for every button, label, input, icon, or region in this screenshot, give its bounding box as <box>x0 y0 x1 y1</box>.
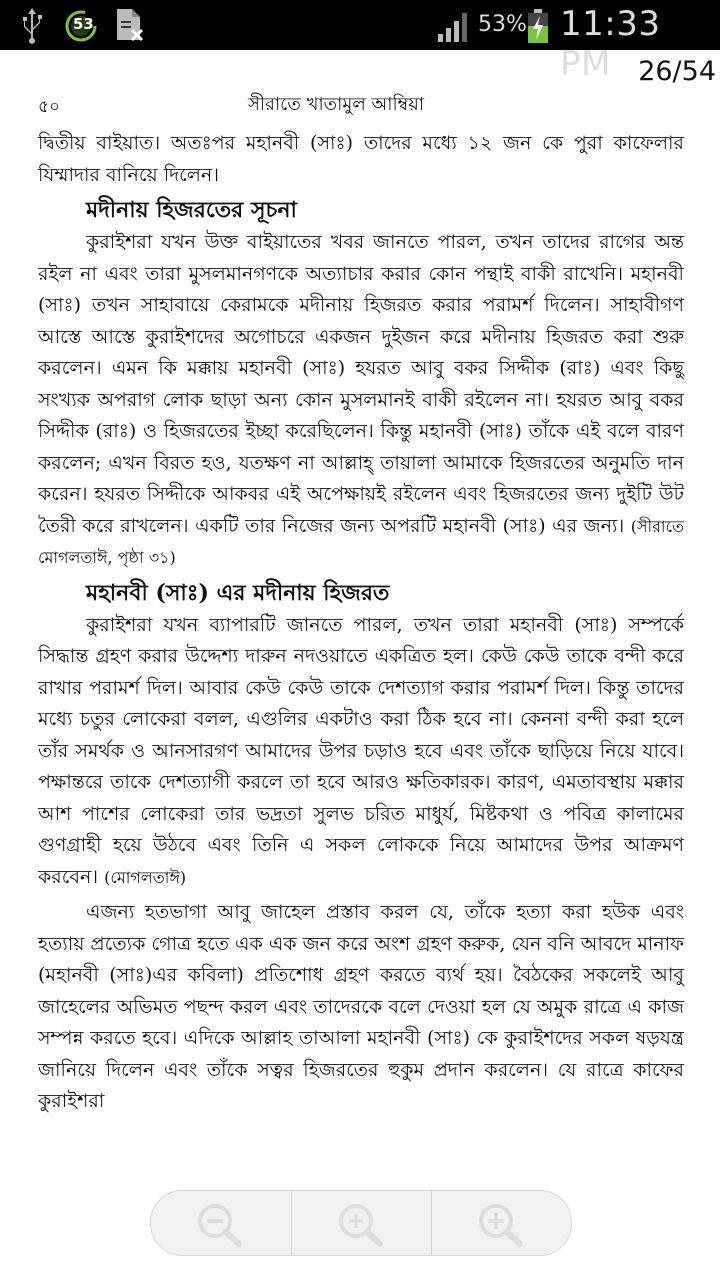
book-content <box>38 128 684 1118</box>
running-title: সীরাতে খাতামুল আম্বিয়া <box>248 94 425 115</box>
paragraph <box>38 227 684 574</box>
paragraph: এজন্য হতভাগা আবু জাহেল প্রস্তাব করল যে, তাঁকে হত্যা করা হউক এবং হত্যায় প্রত্যেক গোত্র হতে এক এক জন করে অংশ গ্রহণ করুক, যেন বনি আবদে মানাফ (মহানবী (সাঃ)এর কবিলা) প্রতিশোধ গ্রহণ করতে ব্যর্থ হয়। বৈঠকের সকলেই আবু জাহেলের অভিমত পছন্দ করল এবং তাদেরকে বলে দেওয়া হল যে অমুক রাত্রে এ কাজ সম্পন্ন করতে হবে। এদিকে আল্লাহ তাআলা মহানবী (সাঃ) কে কুরাইশদের সকল ষড়যন্ত্র জানিয়ে দিলেন এবং তাঁকে সত্বর হিজরতের হুকুম প্রদান করলেন। যে রাত্রে কাফের কুরাইশরা <box>38 901 684 1112</box>
book-page-number: ৫০ <box>38 97 61 117</box>
page-indicator: 26/54 <box>638 56 716 87</box>
file-icon <box>114 6 146 44</box>
zoom-out-icon <box>195 1201 247 1247</box>
signal-icon <box>436 10 472 42</box>
zoom-in-button[interactable] <box>431 1191 572 1255</box>
zoom-out-button[interactable] <box>151 1191 291 1255</box>
notification-badge-count: 53 <box>73 15 94 33</box>
paragraph <box>38 610 684 894</box>
zoom-reset-button[interactable] <box>291 1191 432 1255</box>
paragraph-text: কুরাইশরা যখন উক্ত বাইয়াতের খবর জানতে পারল, তখন তাদের রাগের অন্ত রইল না এবং তারা মুসলমানগণকে অত্যাচার করার কোন পন্থাই বাকী রাখেনি। মহানবী (সাঃ) তখন সাহাবায়ে কেরামকে মদীনায় হিজরত করার পরামর্শ দিলেন। সাহাবীগণ আস্তে আস্তে কুরাইশদের অগোচরে একজন দুইজন করে মদীনায় হিজরত করা শুরু করলেন। এমন কি মক্কায় মহানবী (সাঃ) হযরত আবু বকর সিদ্দীক (রাঃ) এবং কিছু সংখ্যক অপরাগ লোক ছাড়া অন্য কোন মুসলমানই বাকী রইলেন না। হযরত আবু বকর সিদ্দীক (রাঃ) ও হিজরতের ইচ্ছা করেছিলেন। কিন্তু মহানবী (সাঃ) তাঁকে এই বলে বারণ করলেন; এখন বিরত হও, যতক্ষণ না আল্লাহ্ তায়ালা আমাকে হিজরতের অনুমতি দান করেন। হযরত সিদ্দীকে আকবর এই অপেক্ষায়ই রইলেন এবং হিজরতের জন্য দুইটি উট তৈরী করে রাখলেন। একটি তার নিজের জন্য অপরটি মহানবী (সাঃ) এর জন্য। <box>38 231 684 537</box>
battery-charging-icon <box>526 8 550 44</box>
paragraph-text: কুরাইশরা যখন ব্যাপারটি জানতে পারল, তখন তারা মহানবী (সাঃ) সম্পর্কে সিদ্ধান্ত গ্রহণ করার উদ্দেশ্য দারুন নদওয়াতে একত্রিত হল। কেউ কেউ তাকে বন্দী করে রাখার পরামর্শ দিল। আবার কেউ কেউ তাকে দেশত্যাগ করার পরামর্শ দিল। কিন্তু তাদের মধ্যে চতুর লোকেরা বলল, এগুলির একটাও করা ঠিক হবে না। কেননা বন্দী করা হলে তাঁর সমর্থক ও আনসারগণ আমাদের উপর চড়াও হবে এবং তাঁকে ছাড়িয়ে নিয়ে যাবে। পক্ষান্তরে তাকে দেশত্যাগী করলে তা হবে আরও ক্ষতিকারক। কারণ, এমতাবস্থায় মক্কার আশ পাশের লোকেরা তার ভদ্রতা সুলভ চরিত মাধুর্য, মিষ্টকথা ও পবিত্র কালামের গুণগ্রাহী হয়ে উঠবে এবং তিনি এ সকল লোককে নিয়ে আমাদের উপর আক্রমণ করবেন। <box>38 613 684 888</box>
usb-icon <box>18 6 46 44</box>
section-heading: মহানবী (সাঃ) এর মদীনায় হিজরত <box>86 579 390 606</box>
citation: (সীরাতে মোগলতাঈ, পৃষ্ঠা ৩১) <box>38 516 684 567</box>
zoom-reset-icon <box>336 1201 388 1247</box>
clock: 11:33 PM <box>560 4 661 84</box>
citation: (মোগলতাঈ) <box>104 867 187 887</box>
zoom-in-icon <box>476 1201 528 1247</box>
battery-percent: 53% <box>478 12 527 37</box>
zoom-controls <box>150 1190 572 1256</box>
section-heading: মদীনায় হিজরতের সূচনা <box>86 197 297 223</box>
book-page-header <box>38 90 688 120</box>
paragraph: দ্বিতীয় বাইয়াত। অতঃপর মহানবী (সাঃ) তাদের মধ্যে ১২ জন কে পুরা কাফেলার যিম্মাদার বানিয়ে দিলেন। <box>38 132 684 186</box>
